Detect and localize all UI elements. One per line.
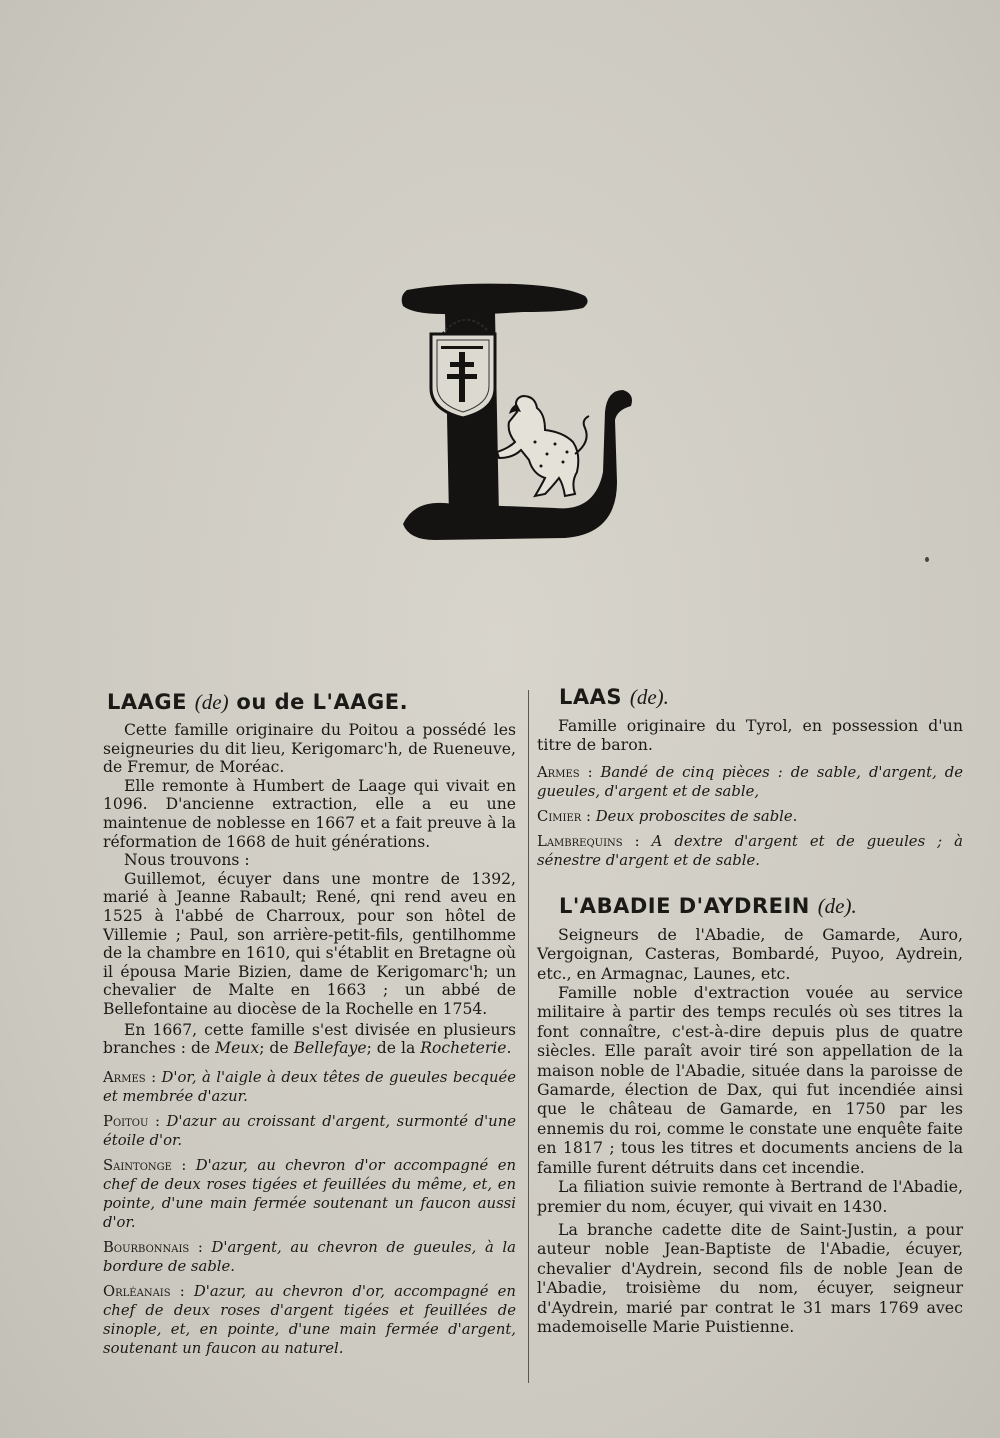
ink-speck <box>925 557 929 562</box>
right-column <box>537 683 963 1336</box>
paragraph: La filiation suivie remonte à Bertrand de l'Abadie, premier du nom, écuyer, qui vivait en 1430. <box>537 1177 963 1216</box>
arms-entry: Lambrequins : A dextre d'argent et de gueules ; à sénestre d'argent et de sable. <box>537 832 963 869</box>
arms-entry: Bourbonnais : D'argent, au chevron de gueules, à la bordure de sable. <box>103 1238 516 1275</box>
paragraph: Elle remonte à Humbert de Laage qui vivait en 1096. D'ancienne extraction, elle a eu une maintenue de noblesse en 1667 et a fait preuve à la réformation de 1668 de huit générations. <box>103 776 516 851</box>
paragraph-branches: En 1667, cette famille s'est divisée en plusieurs branches : de Meux; de Bellefaye; de la Rocheterie. <box>103 1020 516 1058</box>
arms-entry: Cimier : Deux proboscites de sable. <box>537 807 798 825</box>
entry-heading-laage: LAAGE (de) ou de L'AAGE. <box>107 690 409 714</box>
entry-heading-labadie: L'ABADIE D'AYDREIN (de). <box>559 893 857 918</box>
paragraph: Famille noble d'extraction vouée au service militaire à partir des temps reculés où ses titres la font connaître, c'est-à-dire depuis plus de quatre siècles. Elle paraît avoir tiré son appellation de la maison noble de l'Abadie, située dans la paroisse de Gamarde, élection de Dax, qui fut incendiée ainsi que le château de Gamarde, en 1750 par les ennemis du roi, comme le constate une enquête faite en 1817 ; tous les titres et documents anciens de la famille furent détruits dans cet incendie. <box>537 983 963 1177</box>
decorative-initial-l-illustration <box>395 282 640 544</box>
paragraph: Nous trouvons : <box>124 851 250 870</box>
arms-entry: Armes : D'or, à l'aigle à deux têtes de gueules becquée et membrée d'azur. <box>103 1068 516 1105</box>
paragraph: La branche cadette dite de Saint-Justin, a pour auteur noble Jean-Baptiste de l'Abadie, écuyer, chevalier d'Aydrein, second fils de noble Jean de l'Abadie, troisième du nom, écuyer, seigneur d'Aydrein, marié par contrat le 31 mars 1769 avec mademoiselle Marie Puistienne. <box>537 1219 963 1336</box>
left-column <box>103 688 516 1358</box>
arms-entry: Armes : Bandé de cinq pièces : de sable, d'argent, de gueules, d'argent et de sable, <box>537 763 963 800</box>
lion-emblem <box>497 396 589 496</box>
paragraph: Guillemot, écuyer dans une montre de 1392, marié à Jeanne Rabault; René, qni rend aveu en 1525 à l'abbé de Charroux, pour son hôtel de Villemie ; Paul, son arrière-petit-fils, gentilhomme de la chambre en 1610, qui s'établit en Bretagne où il épousa Marie Bizien, dame de Kerigomarc'h; un chevalier de Malte en 1663 ; un abbé de Bellefontaine au diocèse de la Rochelle en 1754. <box>103 869 516 1018</box>
arms-entry: Saintonge : D'azur, au chevron d'or accompagné en chef de deux roses tigées et feuillées du même, et, en pointe, d'une main fermée soutenant un faucon aussi d'or. <box>103 1156 516 1231</box>
paragraph: Famille originaire du Tyrol, en possession d'un titre de baron. <box>537 716 963 755</box>
paragraph: Seigneurs de l'Abadie, de Gamarde, Auro, Vergoignan, Casteras, Bombardé, Puyoo, Aydrein, etc., en Armagnac, Launes, etc. <box>537 924 963 983</box>
paragraph: Cette famille originaire du Poitou a possédé les seigneuries du dit lieu, Kerigomarc'h, de Rueneuve, de Fremur, de Moréac. <box>103 721 516 777</box>
column-divider <box>528 690 529 1383</box>
arms-entry: Orléanais : D'azur, au chevron d'or, accompagné en chef de deux roses d'argent tigées et feuillées de sinople, et, en pointe, d'une main fermée d'argent, soutenant un faucon au naturel. <box>103 1282 516 1357</box>
arms-entry: Poitou : D'azur au croissant d'argent, surmonté d'une étoile d'or. <box>103 1112 516 1149</box>
entry-heading-laas: LAAS (de). <box>559 685 669 709</box>
